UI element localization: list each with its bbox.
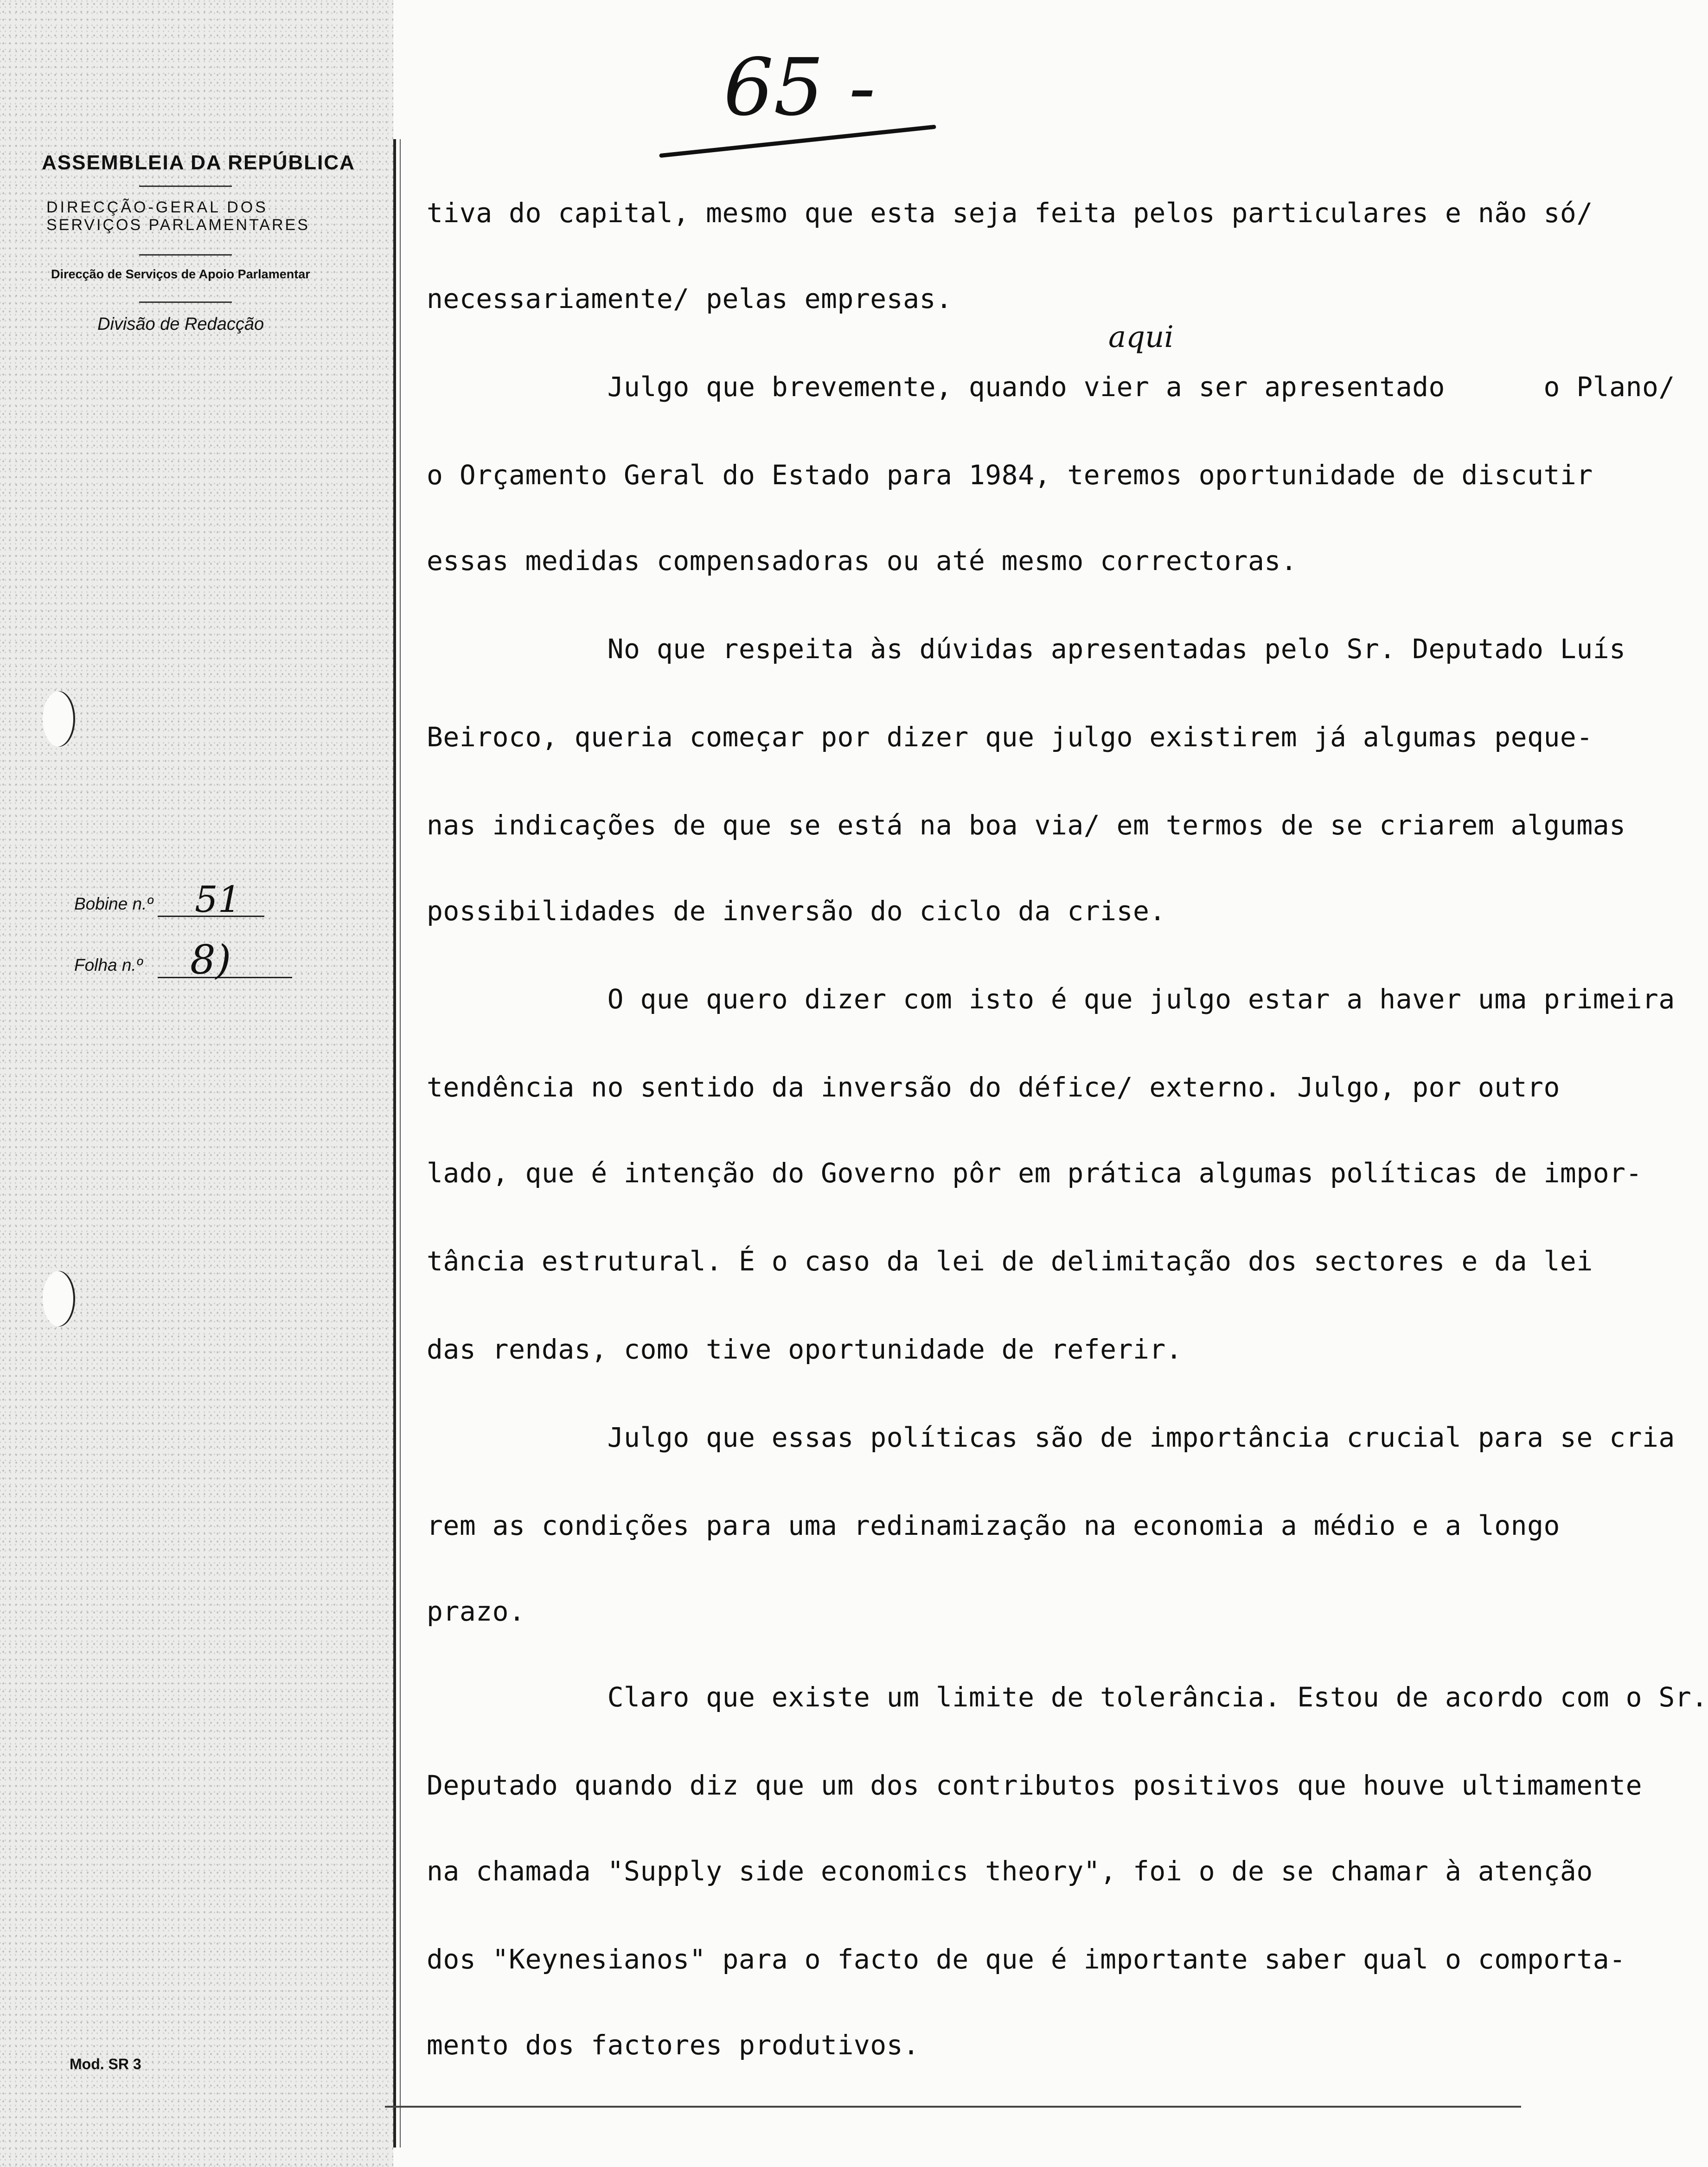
text-line: tância estrutural. É o caso da lei de delimitação dos sectores e da lei <box>427 1245 1593 1277</box>
punch-hole-bottom <box>43 1271 75 1327</box>
page-number: 65 - <box>723 42 876 134</box>
margin-rule-inner <box>400 139 401 2148</box>
header-direccao-geral: DIRECÇÃO-GERAL DOS <box>46 199 268 216</box>
text-line: lado, que é intenção do Governo pôr em prática algumas políticas de impor- <box>427 1157 1643 1189</box>
folha-value: 8) <box>190 937 231 983</box>
header-separator <box>139 254 232 256</box>
handwritten-annotation: aqui <box>1108 320 1174 354</box>
text-line: tiva do capital, mesmo que esta seja feita pelos particulares e não só/ <box>427 197 1593 229</box>
header-servicos: SERVIÇOS PARLAMENTARES <box>46 216 310 234</box>
text-line: das rendas, como tive oportunidade de referir. <box>427 1334 1183 1365</box>
text-line: O que quero dizer com isto é que julgo estar a haver uma primeira <box>427 983 1675 1015</box>
header-separator <box>139 301 232 303</box>
punch-hole-top <box>43 691 75 747</box>
text-line: Beiroco, queria começar por dizer que julgo existirem já algumas peque- <box>427 721 1593 753</box>
bobine-value: 51 <box>195 879 241 921</box>
form-model: Mod. SR 3 <box>70 2056 141 2072</box>
text-line: possibilidades de inversão do ciclo da crise. <box>427 895 1166 927</box>
text-line: dos "Keynesianos" para o facto de que é importante saber qual o comporta- <box>427 1943 1626 1975</box>
text-line: No que respeita às dúvidas apresentadas pelo Sr. Deputado Luís <box>427 633 1626 665</box>
text-line: rem as condições para uma redinamização na economia a médio e a longo <box>427 1510 1560 1541</box>
text-line: tendência no sentido da inversão do défice/ externo. Julgo, por outro <box>427 1071 1560 1103</box>
margin-rule <box>393 139 396 2148</box>
text-line: mento dos factores produtivos. <box>427 2029 920 2061</box>
text-line: Julgo que brevemente, quando vier a ser apresentado o Plano/ <box>427 371 1675 403</box>
header-assembly: ASSEMBLEIA DA REPÚBLICA <box>42 151 355 174</box>
text-line: Claro que existe um limite de tolerância. Estou de acordo com o Sr. <box>427 1681 1708 1713</box>
text-line: Julgo que essas políticas são de importância crucial para se cria <box>427 1422 1675 1453</box>
text-line: Deputado quando diz que um dos contributos positivos que houve ultimamente <box>427 1770 1643 1801</box>
text-line: na chamada "Supply side economics theory", foi o de se chamar à atenção <box>427 1855 1593 1887</box>
text-line: necessariamente/ pelas empresas. <box>427 283 953 314</box>
header-direccao-apoio: Direcção de Serviços de Apoio Parlamentar <box>51 267 310 281</box>
folha-label: Folha n.º <box>74 955 143 975</box>
text-line: prazo. <box>427 1596 525 1627</box>
text-line: essas medidas compensadoras ou até mesmo correctoras. <box>427 545 1298 577</box>
bottom-rule <box>385 2106 1521 2108</box>
header-separator <box>139 186 232 187</box>
text-line: nas indicações de que se está na boa via/ em termos de se criarem algumas <box>427 809 1626 841</box>
header-divisao: Divisão de Redacção <box>97 314 264 334</box>
bobine-label: Bobine n.º <box>74 894 153 913</box>
text-line: o Orçamento Geral do Estado para 1984, teremos oportunidade de discutir <box>427 459 1593 491</box>
